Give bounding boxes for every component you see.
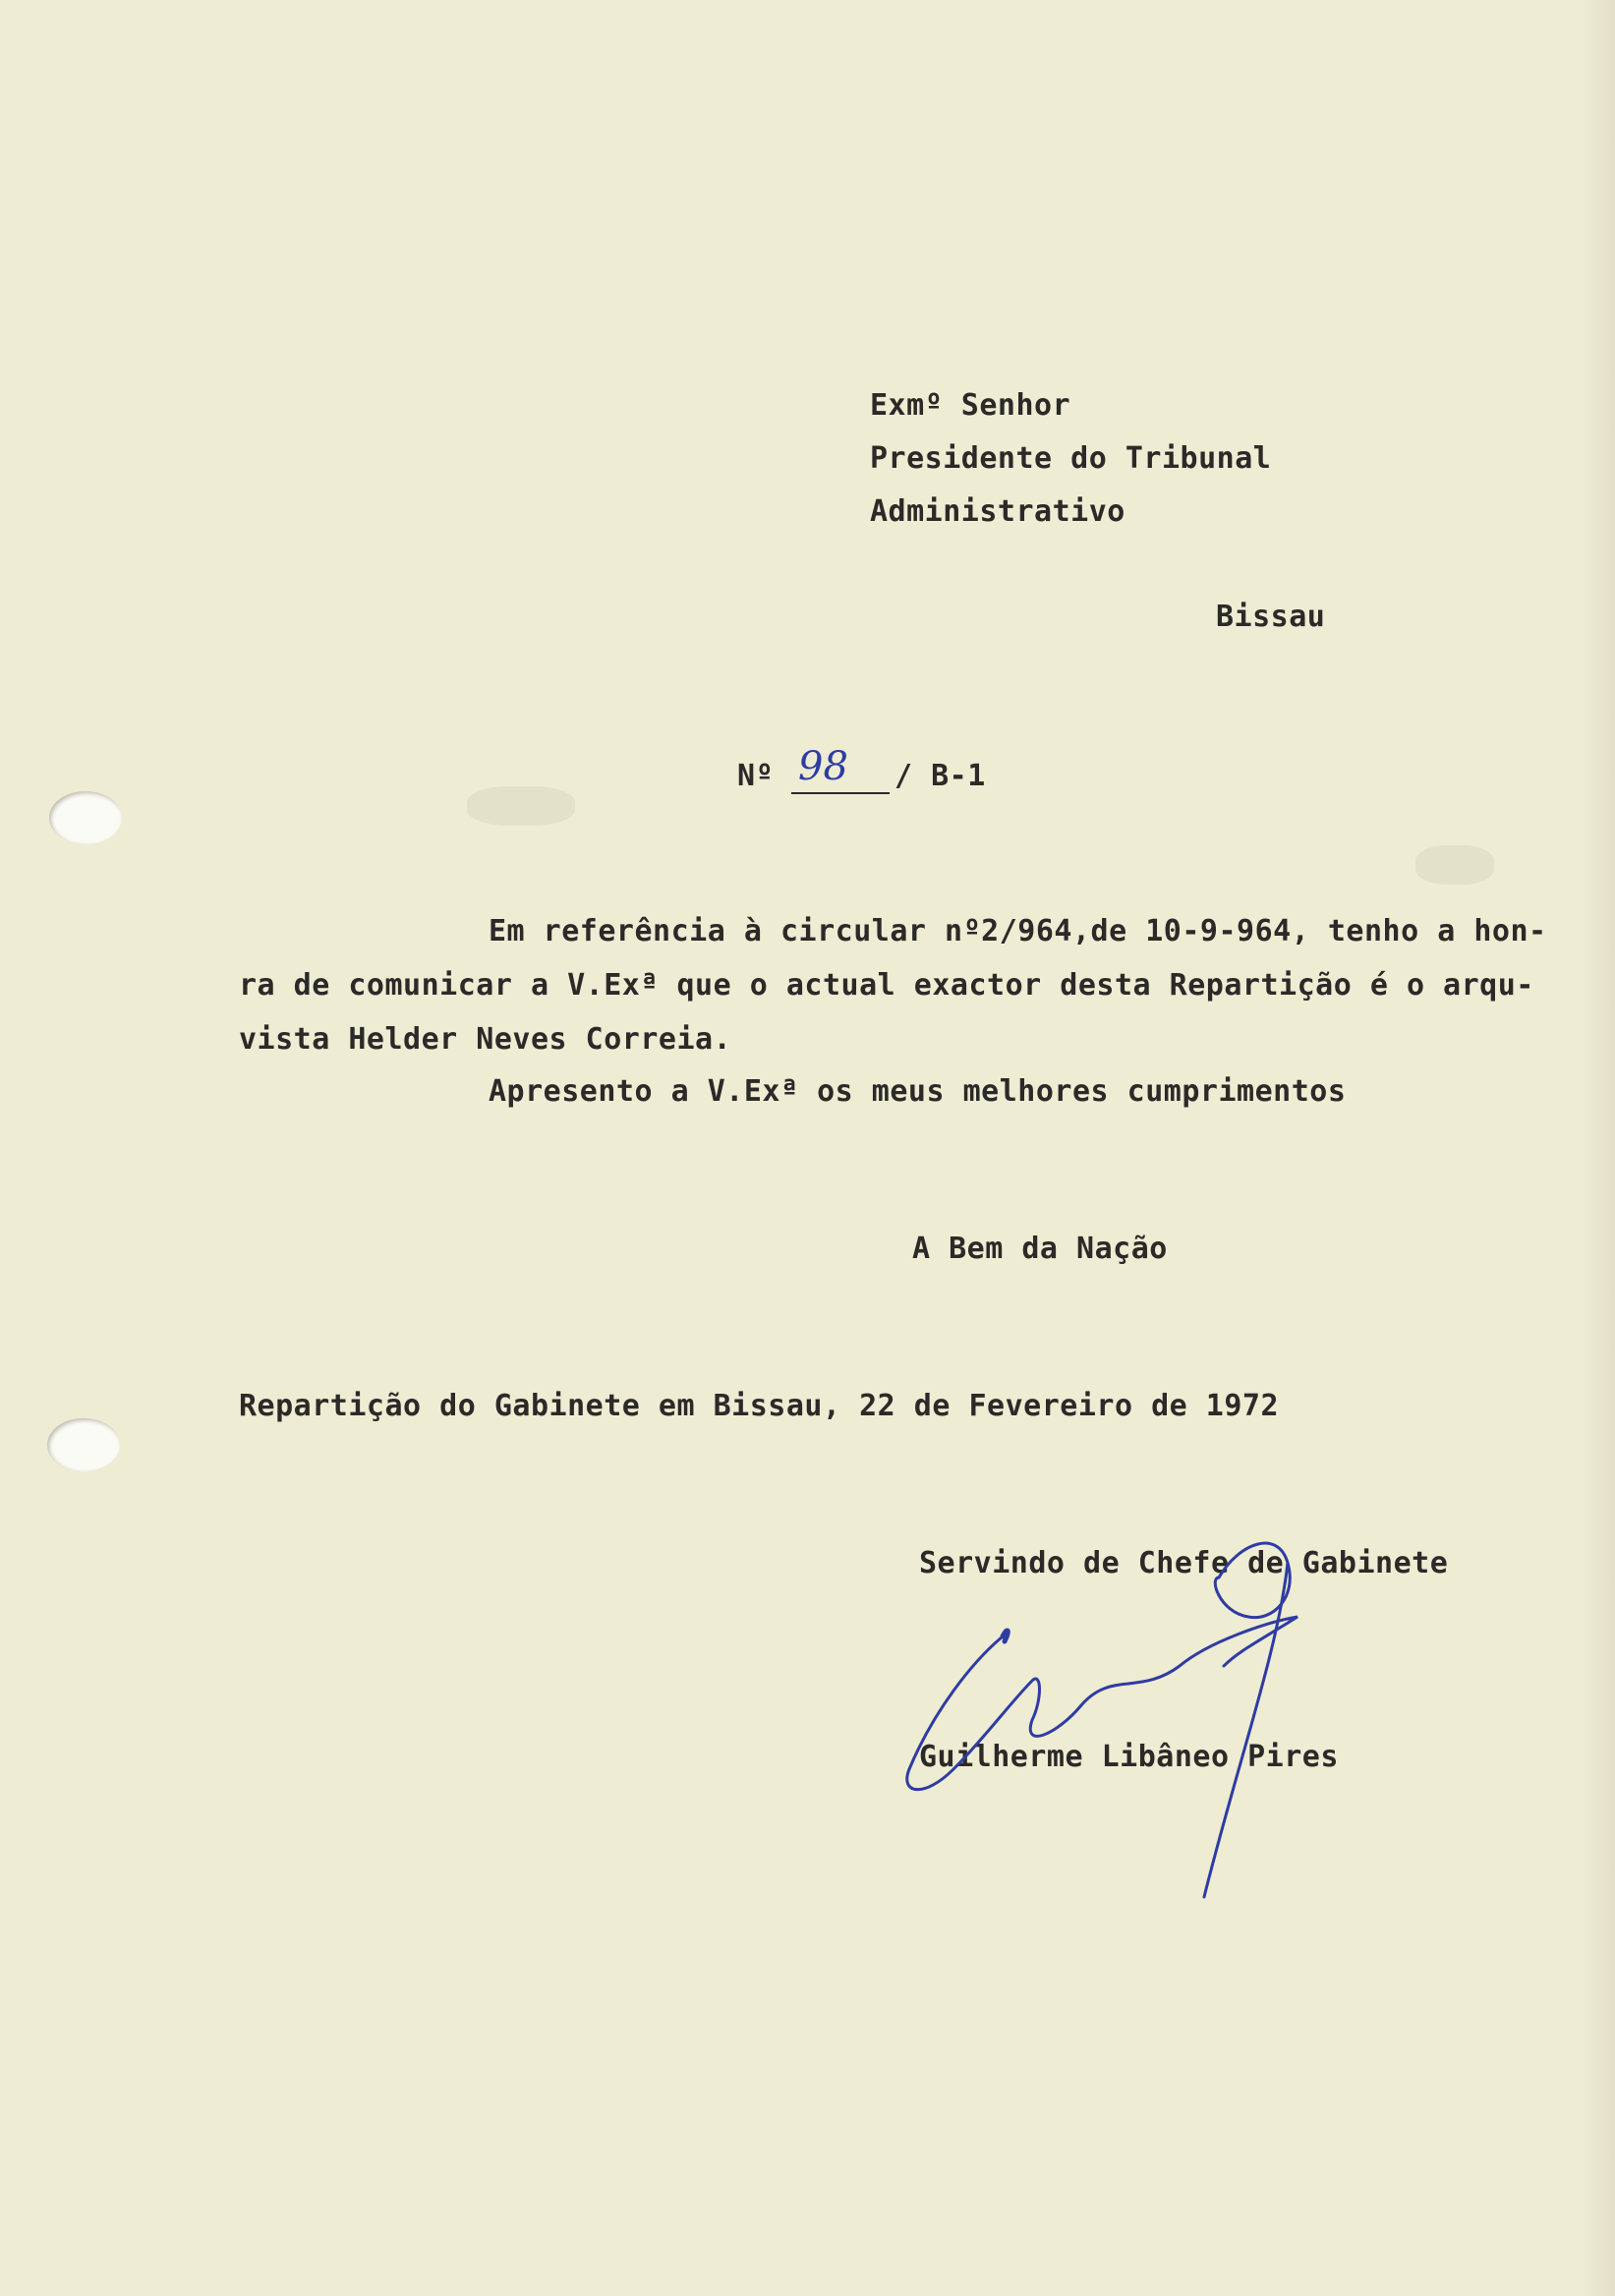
recipient-title-line1: Presidente do Tribunal [870,441,1272,476]
recipient-salutation: Exmº Senhor [870,388,1071,423]
punch-hole-top [49,791,122,844]
paper-smudge [1415,845,1494,885]
closing-place-date: Repartição do Gabinete em Bissau, 22 de Fevereiro de 1972 [239,1389,1280,1423]
handwritten-signature [885,1504,1435,1917]
body-line-3: vista Helder Neves Correia. [239,1022,732,1057]
reference-number-blank [791,792,890,794]
recipient-city: Bissau [1216,600,1326,634]
body-line-4: Apresento a V.Exª os meus melhores cumprimentos [489,1074,1347,1109]
reference-number-handwritten: 98 [798,744,848,789]
reference-suffix: / B-1 [894,759,986,793]
body-line-1: Em referência à circular nº2/964,de 10-9-964, tenho a hon- [489,914,1547,948]
signatory-name: Guilherme Libâneo Pires [919,1740,1339,1774]
signatory-role: Servindo de Chefe de Gabinete [919,1546,1449,1580]
reference-prefix: Nº [737,759,775,793]
page-edge-shadow [1582,0,1615,2296]
recipient-title-line2: Administrativo [870,494,1125,529]
punch-hole-bottom [47,1418,120,1471]
body-line-2: ra de comunicar a V.Exª que o actual exactor desta Repartição é o arqu- [239,968,1534,1003]
closing-motto: A Bem da Nação [912,1232,1168,1266]
paper-smudge [467,786,575,826]
